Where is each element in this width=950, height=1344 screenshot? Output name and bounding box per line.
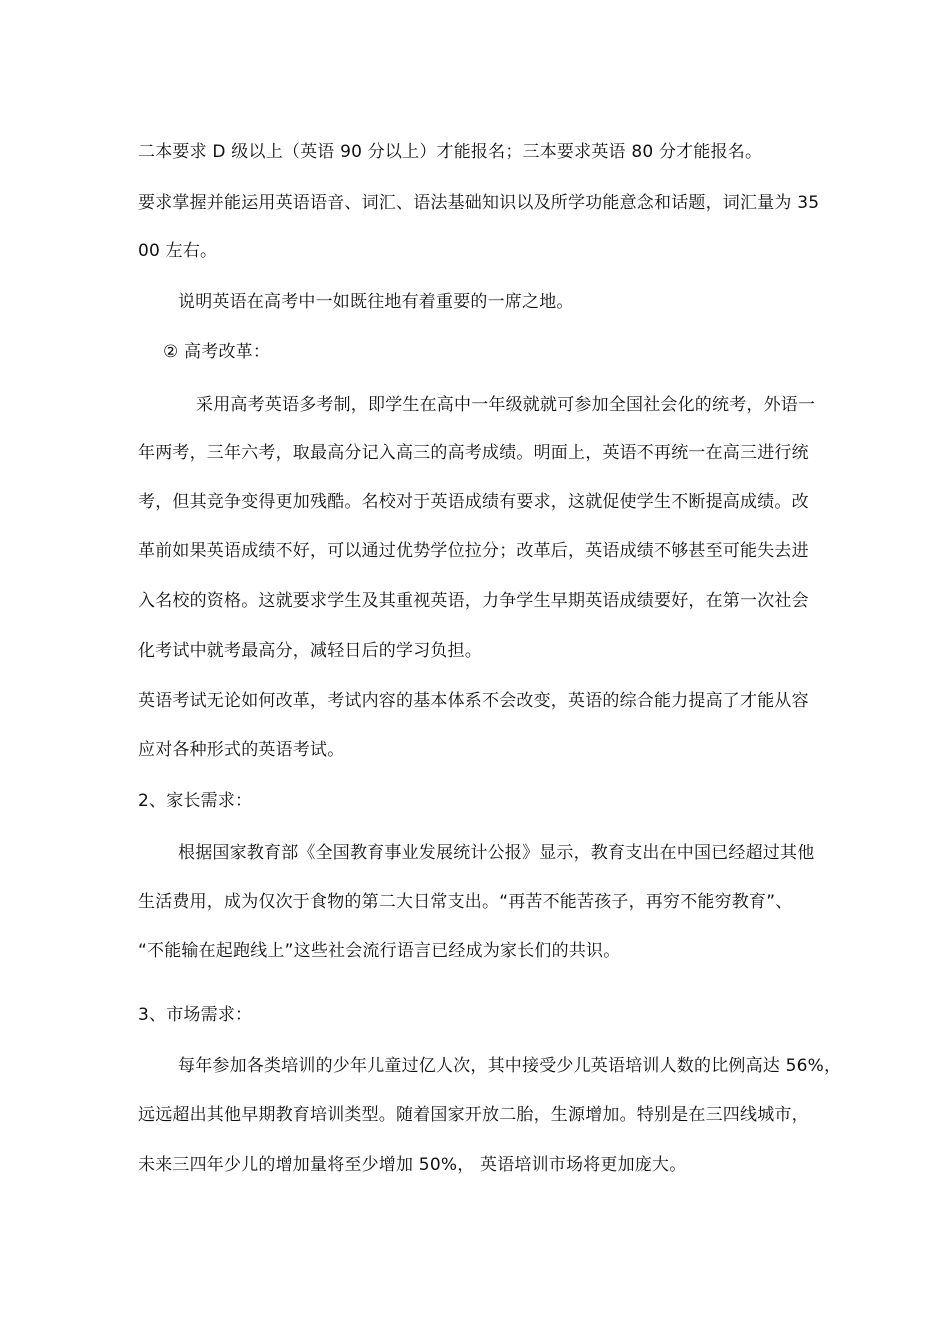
section-heading: 3、市场需求： <box>138 1005 253 1025</box>
text-line: 英语考试无论如何改革，考试内容的基本体系不会改变，英语的综合能力提高了才能从容 <box>138 691 809 711</box>
text-line: 应对各种形式的英语考试。 <box>138 740 345 760</box>
text-line: 考，但其竞争变得更加残酷。名校对于英语成绩有要求，这就促使学生不断提高成绩。改 <box>138 492 809 512</box>
text-line: 每年参加各类培训的少年儿童过亿人次，其中接受少儿英语培训人数的比例高达 56%， <box>178 1056 842 1076</box>
section-heading: ② 高考改革： <box>163 342 271 362</box>
text-line: 00 左右。 <box>138 241 218 261</box>
text-line: 化考试中就考最高分，减轻日后的学习负担。 <box>138 641 482 661</box>
text-line: 根据国家教育部《全国教育事业发展统计公报》显示，教育支出在中国已经超过其他 <box>178 843 815 863</box>
text-line: 年两考，三年六考，取最高分记入高三的高考成绩。明面上，英语不再统一在高三进行统 <box>138 443 809 463</box>
text-line: “不能输在起跑线上”这些社会流行语言已经成为家长们的共识。 <box>138 941 621 961</box>
section-heading: 2、家长需求： <box>138 791 253 811</box>
text-line: 生活费用，成为仅次于食物的第二大日常支出。“再苦不能苦孩子，再穷不能穷教育”、 <box>138 892 793 912</box>
text-line: 革前如果英语成绩不好，可以通过优势学位拉分；改革后，英语成绩不够甚至可能失去进 <box>138 541 809 561</box>
text-line: 要求掌握并能运用英语语音、词汇、语法基础知识以及所学功能意念和话题，词汇量为 35 <box>138 193 820 213</box>
text-line: 远远超出其他早期教育培训类型。随着国家开放二胎，生源增加。特别是在三四线城市， <box>138 1105 809 1125</box>
text-line: 说明英语在高考中一如既往地有着重要的一席之地。 <box>178 292 574 312</box>
text-line: 二本要求 D 级以上（英语 90 分以上）才能报名；三本要求英语 80 分才能报名。 <box>138 142 763 162</box>
text-line: 未来三四年少儿的增加量将至少增加 50%， 英语培训市场将更加庞大。 <box>138 1155 687 1175</box>
text-line: 采用高考英语多考制，即学生在高中一年级就就可参加全国社会化的统考，外语一 <box>196 395 816 415</box>
text-line: 入名校的资格。这就要求学生及其重视英语，力争学生早期英语成绩要好，在第一次社会 <box>138 591 809 611</box>
